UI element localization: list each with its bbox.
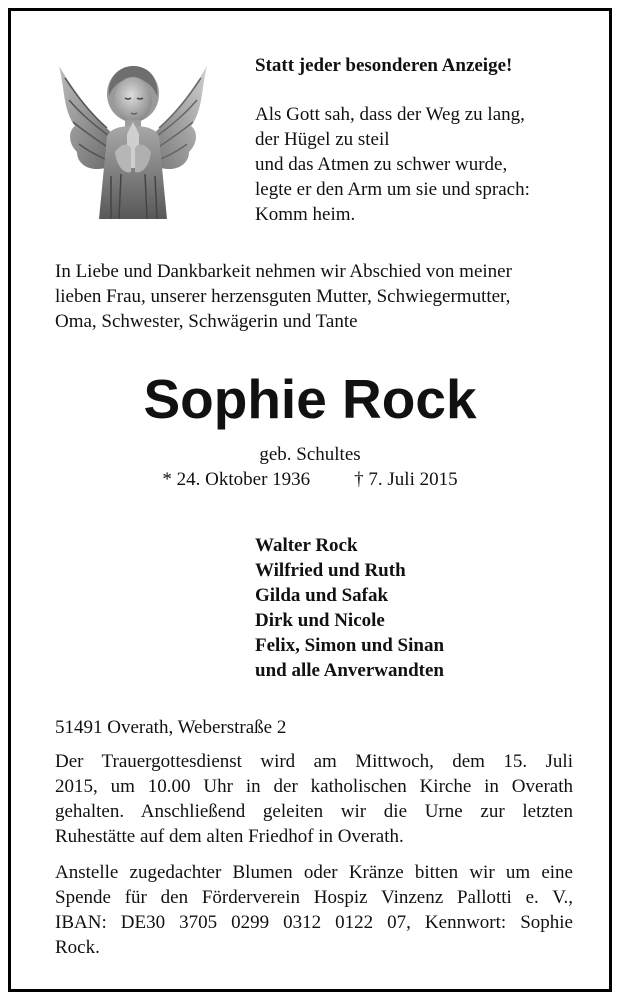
funeral-service-info: [55, 749, 573, 849]
intro-line: lieben Frau, unserer herzensguten Mutter, Schwiegermutter,: [55, 286, 511, 307]
poem-line: und das Atmen zu schwer wurde,: [255, 154, 508, 175]
donation-line: Spende für den Förderverein Hospiz Vinzenz Pallotti e. V.,: [55, 887, 573, 908]
service-line: Ruhestätte auf dem alten Friedhof in Overath.: [55, 826, 404, 847]
mourner-name: Gilda und Safak: [255, 585, 389, 606]
poem-line: Als Gott sah, dass der Weg zu lang,: [255, 104, 525, 125]
obituary-notice: [8, 8, 612, 992]
birth-date: * 24. Oktober 1936: [162, 469, 311, 490]
poem-line: Komm heim.: [255, 204, 356, 225]
address: 51491 Overath, Weberstraße 2: [55, 717, 287, 738]
deceased-name: Sophie Rock: [143, 368, 477, 430]
donation-line: Anstelle zugedachter Blumen oder Kränze bitten wir um eine: [55, 862, 573, 883]
notice-heading: Statt jeder besonderen Anzeige!: [255, 55, 513, 76]
mourner-name: und alle Anverwandten: [255, 660, 444, 681]
mourner-name: Dirk und Nicole: [255, 610, 385, 631]
mourner-name: Walter Rock: [255, 535, 358, 556]
death-date: † 7. Juli 2015: [354, 469, 458, 490]
donation-line: IBAN: DE30 3705 0299 0312 0122 07, Kennwort: Sophie: [55, 912, 573, 933]
mourner-name: Felix, Simon und Sinan: [255, 635, 445, 656]
service-line: 2015, um 10.00 Uhr in der katholischen Kirche in Overath: [55, 776, 573, 797]
angel-statue-image: [55, 56, 210, 219]
intro-line: Oma, Schwester, Schwägerin und Tante: [55, 311, 358, 332]
mourners-list: [255, 533, 444, 683]
poem-line: legte er den Arm um sie und sprach:: [255, 179, 530, 200]
farewell-intro: [55, 259, 573, 334]
service-line: gehalten. Anschließend geleiten wir die Urne zur letzten: [55, 801, 573, 822]
poem-line: der Hügel zu steil: [255, 129, 390, 150]
donation-info: [55, 860, 573, 960]
service-line: Der Trauergottesdienst wird am Mittwoch, dem 15. Juli: [55, 751, 573, 772]
intro-line: In Liebe und Dankbarkeit nehmen wir Abschied von meiner: [55, 261, 512, 282]
birth-name: geb. Schultes: [259, 444, 361, 465]
life-dates: [11, 467, 609, 493]
mourner-name: Wilfried und Ruth: [255, 560, 406, 581]
donation-line: Rock.: [55, 937, 100, 958]
poem: [255, 53, 575, 227]
